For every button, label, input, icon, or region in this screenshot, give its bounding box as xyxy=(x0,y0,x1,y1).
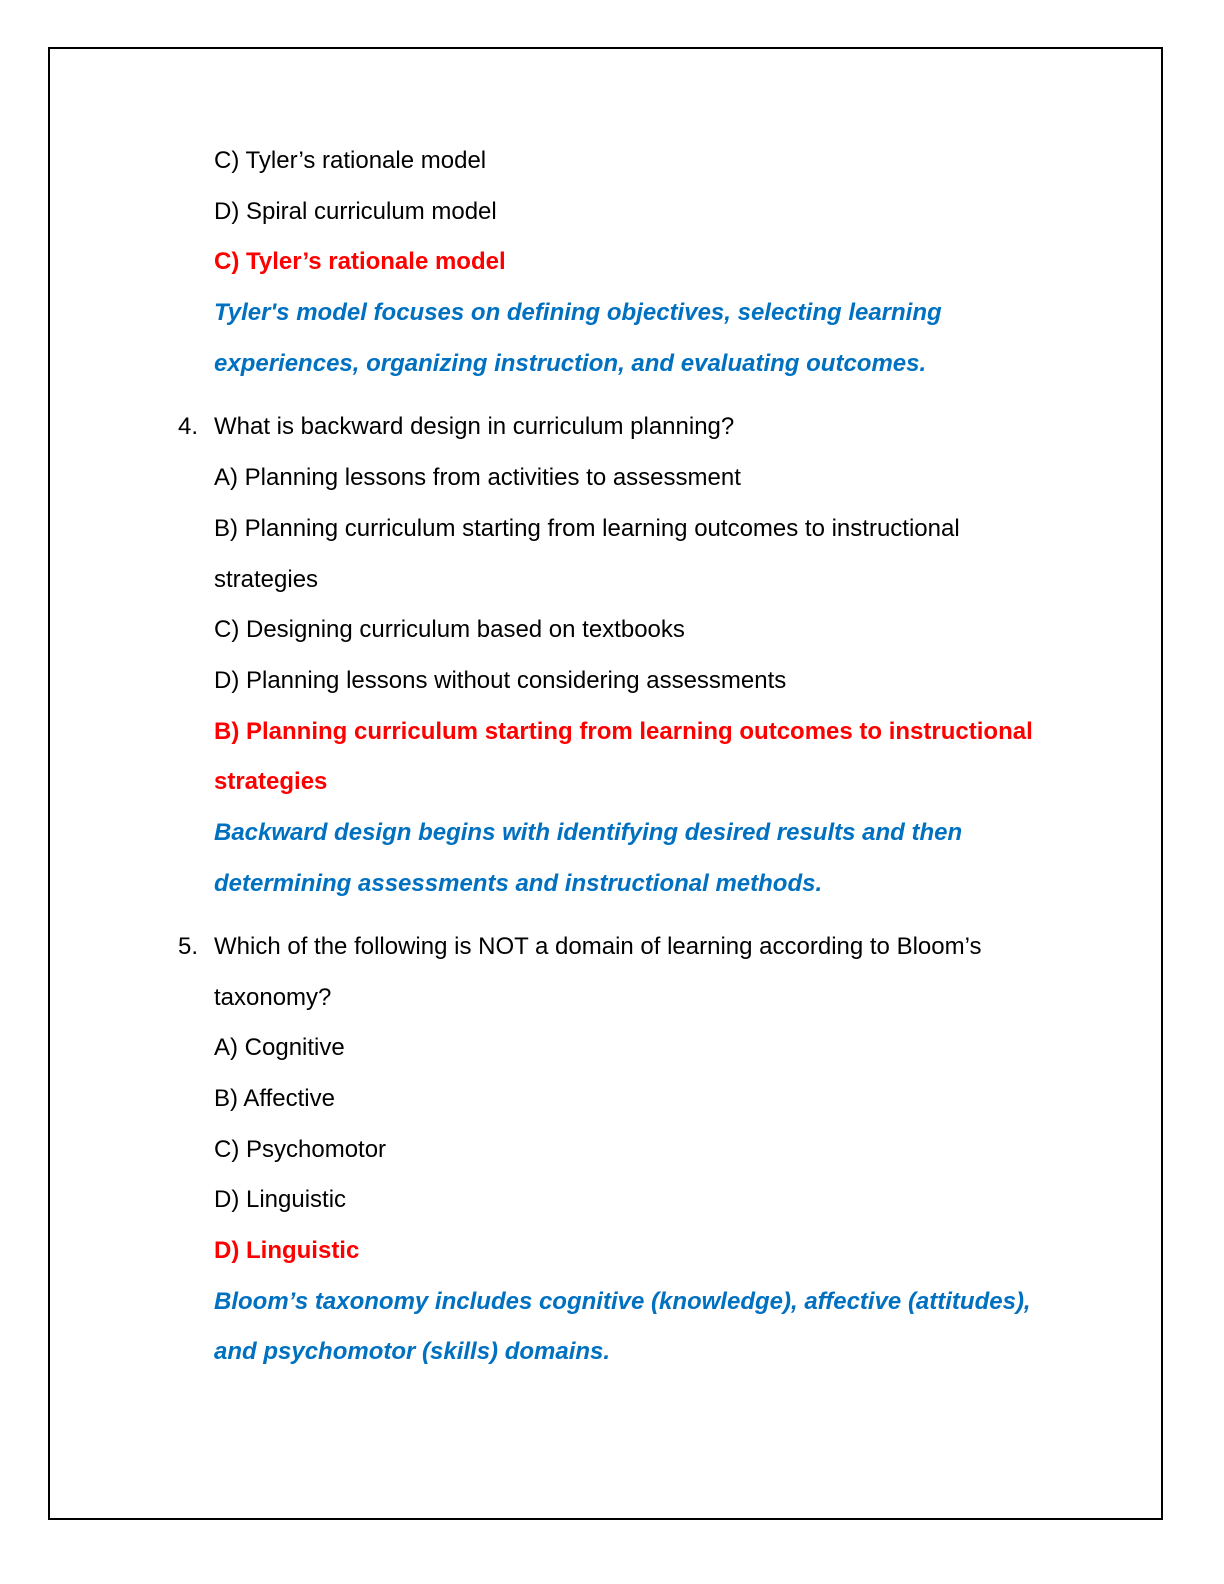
option-a: A) Planning lessons from activities to assessment xyxy=(214,464,741,491)
explanation-line: Backward design begins with identifying desired results and then xyxy=(214,819,963,846)
explanation-line: determining assessments and instructional methods. xyxy=(214,870,823,897)
option-d: D) Linguistic xyxy=(214,1186,347,1213)
explanation-line: Tyler's model focuses on defining objectives, selecting learning xyxy=(214,299,942,326)
explanation-line: experiences, organizing instruction, and evaluating outcomes. xyxy=(214,350,927,377)
option-c: C) Psychomotor xyxy=(214,1136,387,1163)
option-b-continued: strategies xyxy=(214,566,319,593)
option-b: B) Affective xyxy=(214,1085,335,1112)
question-number: 5. xyxy=(178,933,199,960)
option-b: B) Planning curriculum starting from learning outcomes to instructional xyxy=(214,515,960,542)
option-c: C) Designing curriculum based on textbooks xyxy=(214,616,685,643)
answer-continued: strategies xyxy=(214,768,328,795)
question-text: What is backward design in curriculum planning? xyxy=(214,413,735,440)
question-text-continued: taxonomy? xyxy=(214,984,332,1011)
option-a: A) Cognitive xyxy=(214,1034,345,1061)
answer: D) Linguistic xyxy=(214,1237,360,1264)
explanation-line: Bloom’s taxonomy includes cognitive (knowledge), affective (attitudes), xyxy=(214,1288,1031,1315)
option-d: D) Spiral curriculum model xyxy=(214,198,497,225)
option-c: C) Tyler’s rationale model xyxy=(214,147,487,174)
question-text: Which of the following is NOT a domain of learning according to Bloom’s xyxy=(214,933,982,960)
answer: C) Tyler’s rationale model xyxy=(214,248,506,275)
explanation-line: and psychomotor (skills) domains. xyxy=(214,1338,611,1365)
option-d: D) Planning lessons without considering assessments xyxy=(214,667,787,694)
answer: B) Planning curriculum starting from learning outcomes to instructional xyxy=(214,718,1033,745)
question-number: 4. xyxy=(178,413,199,440)
